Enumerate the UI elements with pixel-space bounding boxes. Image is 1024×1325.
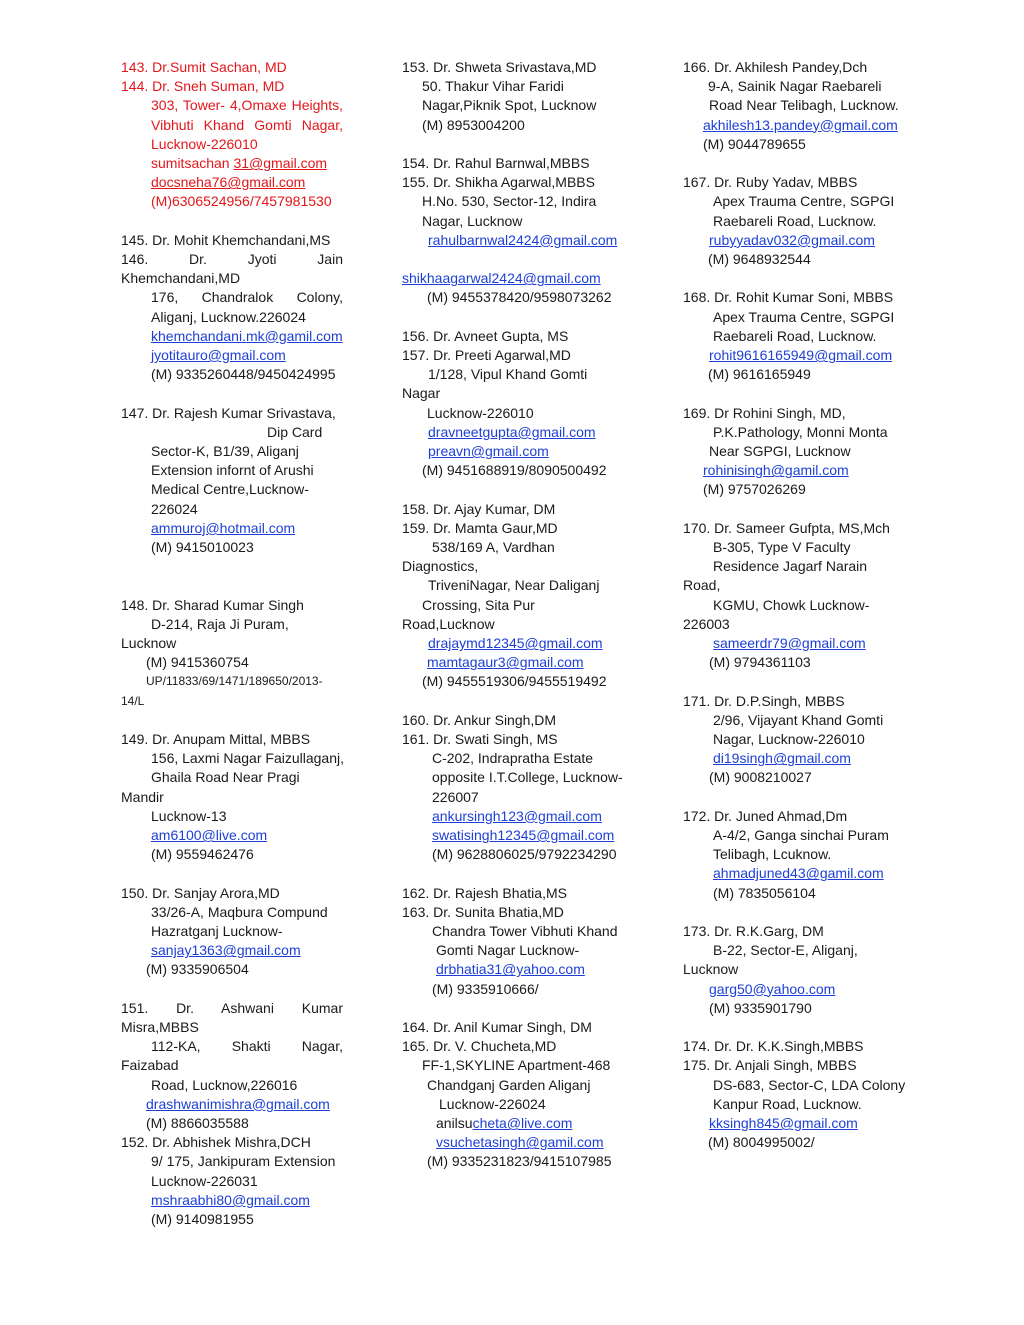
- address-line: 33/26-A, Maqbura Compund: [151, 903, 328, 920]
- address-line: Crossing, Sita Pur: [422, 596, 535, 613]
- address-line: Telibagh, Lcuknow.: [713, 846, 832, 863]
- address-line: TriveniNagar, Near Daliganj: [428, 577, 600, 594]
- address-line: Nagar, Lucknow-226010: [713, 731, 865, 748]
- address-line: Lucknow-13: [151, 807, 227, 824]
- email-link[interactable]: swatisingh12345@gmail.com: [432, 827, 615, 844]
- registration-number-cont: 14/L: [121, 693, 145, 708]
- address-line: Raebareli Road, Lucknow.: [713, 327, 877, 344]
- entry-145: [121, 231, 343, 250]
- entry-163: [402, 903, 624, 999]
- entry-167: [683, 173, 908, 269]
- address-line: H.No. 530, Sector-12, Indira: [422, 193, 597, 210]
- address-line: Chandganj Garden Aliganj: [427, 1076, 591, 1093]
- phone-number: (M) 9628806025/9792234290: [432, 846, 617, 863]
- address-line: Raebareli Road, Lucknow.: [713, 212, 877, 229]
- entry-154: [402, 154, 624, 173]
- degree: Dip Card: [267, 423, 323, 440]
- email-link[interactable]: di19singh@gmail.com: [713, 750, 851, 767]
- doctor-name-cont: Misra,MBBS: [121, 1019, 199, 1036]
- entry-159: [402, 519, 624, 692]
- email-link[interactable]: drashwanimishra@gmail.com: [146, 1095, 330, 1112]
- entry-165: [402, 1037, 624, 1171]
- phone-number: (M) 9335231823/9415107985: [427, 1153, 612, 1170]
- entry-150: [121, 884, 343, 980]
- entry-172: [683, 807, 908, 903]
- entry-174: [683, 1037, 908, 1056]
- email-link[interactable]: cheta@live.com: [472, 1115, 573, 1132]
- entry-144: [121, 77, 343, 211]
- address-line: P.K.Pathology, Monni Monta: [713, 423, 888, 440]
- phone-number: (M) 8004995002/: [708, 1134, 815, 1151]
- entry-156: [402, 327, 624, 346]
- email-link[interactable]: vsuchetasingh@gamil.com: [436, 1134, 604, 1151]
- entry-164: [402, 1018, 624, 1037]
- email-link[interactable]: ammuroj@hotmail.com: [151, 519, 296, 536]
- address-line: 2/96, Vijayant Khand Gomti: [713, 711, 884, 728]
- entry-162: [402, 884, 624, 903]
- email-link[interactable]: khemchandani.mk@gamil.com: [151, 327, 343, 344]
- doctor-name: 174. Dr. Dr. K.K.Singh,MBBS: [683, 1038, 864, 1055]
- address-line: Kanpur Road, Lucknow.: [713, 1095, 862, 1112]
- doctor-name: 143. Dr.Sumit Sachan, MD: [121, 59, 287, 75]
- address-line: Road Near Telibagh, Lucknow.: [709, 97, 899, 114]
- address-line: KGMU, Chowk Lucknow-: [713, 596, 870, 613]
- address-line: 226003: [683, 615, 730, 632]
- address-line: Extension infornt of Arushi: [151, 462, 314, 479]
- directory-column-3: [683, 58, 908, 1172]
- address-line: Diagnostics,: [402, 558, 479, 575]
- email-link[interactable]: rubyyadav032@gmail.com: [709, 231, 875, 248]
- phone-number: (M) 7835056104: [713, 884, 816, 901]
- address-line: DS-683, Sector-C, LDA Colony: [713, 1076, 906, 1093]
- doctor-name: 160. Dr. Ankur Singh,DM: [402, 711, 557, 728]
- doctor-name: 163. Dr. Sunita Bhatia,MD: [402, 903, 564, 920]
- doctor-name: 147. Dr. Rajesh Kumar Srivastava,: [121, 404, 336, 421]
- phone-number: (M) 9008210027: [709, 769, 812, 786]
- doctor-name-cont: Khemchandani,MD: [121, 270, 241, 287]
- phone-number: (M)6306524956/7457981530: [151, 193, 332, 210]
- phone-number: (M) 9415010023: [151, 539, 254, 556]
- entry-152: [121, 1133, 343, 1229]
- entry-170: [683, 519, 908, 673]
- email-text: sumitsachan: [151, 155, 234, 172]
- address-line: 9/ 175, Jankipuram Extension: [151, 1153, 336, 1170]
- address-line: D-214, Raja Ji Puram,: [151, 615, 289, 632]
- address-line: Lucknow-226031: [151, 1172, 258, 1189]
- email-link[interactable]: drajaymd12345@gmail.com: [428, 635, 603, 652]
- address-line: Apex Trauma Centre, SGPGI: [713, 193, 895, 210]
- email-link[interactable]: rahulbarnwal2424@gmail.com: [428, 231, 618, 248]
- doctor-name: 161. Dr. Swati Singh, MS: [402, 731, 558, 748]
- email-link[interactable]: dravneetgupta@gmail.com: [428, 423, 596, 440]
- entry-160: [402, 711, 624, 730]
- address-line: Ghaila Road Near Pragi: [151, 769, 300, 786]
- address-line: Lucknow-226010: [151, 135, 258, 152]
- phone-number: (M) 9455519306/9455519492: [422, 673, 607, 690]
- address-line: Aliganj, Lucknow.226024: [151, 308, 306, 325]
- address-line: Lucknow: [121, 635, 177, 652]
- address-line: 176, Chandralok Colony,: [151, 289, 343, 306]
- phone-number: (M) 9559462476: [151, 846, 254, 863]
- entry-148: [121, 596, 343, 711]
- email-link[interactable]: docsneha76@gmail.com: [151, 174, 306, 191]
- address-line: Chandra Tower Vibhuti Khand: [432, 923, 618, 940]
- doctor-name: 169. Dr Rohini Singh, MD,: [683, 404, 846, 421]
- phone-number: (M) 9794361103: [709, 654, 811, 671]
- address-line: Near SGPGI, Lucknow: [709, 443, 851, 460]
- address-line: 1/128, Vipul Khand Gomti: [428, 366, 588, 383]
- phone-number: (M) 8866035588: [146, 1115, 249, 1132]
- email-link[interactable]: 31@gmail.com: [233, 155, 328, 172]
- entry-168: [683, 288, 908, 384]
- email-link[interactable]: drbhatia31@yahoo.com: [436, 961, 585, 978]
- entry-157: [402, 346, 624, 480]
- email-line: [402, 1114, 624, 1133]
- directory-column-1: [121, 58, 343, 1248]
- email-link[interactable]: mamtagaur3@gmail.com: [427, 654, 584, 671]
- address-line: Medical Centre,Lucknow-: [151, 481, 309, 498]
- address-line: Faizabad: [121, 1057, 179, 1074]
- address-line: Road,Lucknow: [402, 615, 495, 632]
- doctor-name: 165. Dr. V. Chucheta,MD: [402, 1038, 557, 1055]
- phone-number: (M) 9616165949: [708, 366, 811, 383]
- address-line: Apex Trauma Centre, SGPGI: [713, 308, 895, 325]
- email-link[interactable]: sameerdr79@gmail.com: [713, 635, 866, 652]
- entry-146: [121, 250, 343, 384]
- address-line: Lucknow-226010: [427, 404, 534, 421]
- entry-171: [683, 692, 908, 788]
- email-link[interactable]: mshraabhi80@gmail.com: [151, 1191, 310, 1208]
- email-text: anilsu: [436, 1115, 473, 1132]
- doctor-name: 173. Dr. R.K.Garg, DM: [683, 923, 824, 940]
- address-line: Gomti Nagar Lucknow-: [436, 942, 580, 959]
- doctor-name: 172. Dr. Juned Ahmad,Dm: [683, 807, 848, 824]
- phone-number: (M) 9140981955: [151, 1211, 254, 1228]
- spacer: [402, 250, 624, 269]
- doctor-name: 150. Dr. Sanjay Arora,MD: [121, 884, 280, 901]
- address-line: 9-A, Sainik Nagar Raebareli: [708, 78, 882, 95]
- doctor-name: 149. Dr. Anupam Mittal, MBBS: [121, 731, 311, 748]
- address-line: opposite I.T.College, Lucknow-: [432, 769, 623, 786]
- entry-175: [683, 1056, 908, 1152]
- email-link[interactable]: am6100@live.com: [151, 827, 268, 844]
- email-link[interactable]: rohit9616165949@gmail.com: [709, 347, 893, 364]
- doctor-name: 157. Dr. Preeti Agarwal,MD: [402, 347, 571, 364]
- email-link[interactable]: akhilesh13.pandey@gmail.com: [703, 116, 898, 133]
- address-line: C-202, Indrapratha Estate: [432, 750, 594, 767]
- phone-number: (M) 9757026269: [703, 481, 806, 498]
- phone-number: (M) 9335910666/: [432, 980, 539, 997]
- phone-number: (M) 9455378420/9598073262: [427, 289, 612, 306]
- doctor-name: 166. Dr. Akhilesh Pandey,Dch: [683, 59, 868, 75]
- entry-161: [402, 730, 624, 864]
- doctor-name: 162. Dr. Rajesh Bhatia,MS: [402, 884, 567, 901]
- directory-column-2: [402, 58, 624, 1191]
- doctor-name: 158. Dr. Ajay Kumar, DM: [402, 500, 556, 517]
- email-line: [121, 154, 343, 173]
- address-line: 538/169 A, Vardhan: [432, 539, 555, 556]
- entry-147: [121, 404, 343, 558]
- entry-153: [402, 58, 624, 135]
- entry-151: [121, 999, 343, 1133]
- doctor-name: 146. Dr. Jyoti Jain: [121, 251, 343, 268]
- doctor-name: 154. Dr. Rahul Barnwal,MBBS: [402, 155, 590, 171]
- entry-143: [121, 58, 343, 77]
- address-line: Road,: [683, 577, 721, 594]
- address-line: 156, Laxmi Nagar Faizullaganj,: [151, 750, 344, 767]
- address-line: Nagar, Lucknow: [422, 212, 523, 229]
- address-line: 303, Tower- 4,Omaxe Heights,: [151, 97, 343, 114]
- address-line: 226024: [151, 500, 198, 517]
- doctor-name: 159. Dr. Mamta Gaur,MD: [402, 519, 558, 536]
- email-link[interactable]: jyotitauro@gmail.com: [151, 347, 286, 364]
- address-line: 112-KA, Shakti Nagar,: [151, 1038, 343, 1055]
- phone-number: (M) 9415360754: [146, 654, 249, 671]
- entry-155: [402, 173, 624, 307]
- phone-number: (M) 9451688919/8090500492: [422, 462, 607, 479]
- address-line: Mandir: [121, 788, 164, 805]
- address-line: B-22, Sector-E, Aliganj,: [713, 942, 858, 959]
- address-line: Residence Jagarf Narain: [713, 558, 868, 575]
- email-link[interactable]: sanjay1363@gmail.com: [151, 942, 301, 959]
- doctor-name: 156. Dr. Avneet Gupta, MS: [402, 327, 569, 344]
- doctor-name: 170. Dr. Sameer Gufpta, MS,Mch: [683, 519, 890, 536]
- doctor-name: 145. Dr. Mohit Khemchandani,MS: [121, 231, 331, 248]
- address-line: Nagar: [402, 385, 441, 402]
- doctor-name: 151. Dr. Ashwani Kumar: [121, 999, 343, 1016]
- entry-173: [683, 922, 908, 1018]
- email-link[interactable]: preavn@gmail.com: [428, 443, 549, 460]
- doctor-name: 167. Dr. Ruby Yadav, MBBS: [683, 174, 858, 191]
- phone-number: (M) 9648932544: [708, 251, 811, 268]
- address-line: Road, Lucknow,226016: [151, 1076, 298, 1093]
- doctor-name: 155. Dr. Shikha Agarwal,MBBS: [402, 174, 595, 191]
- address-line: Sector-K, B1/39, Aliganj: [151, 443, 299, 460]
- doctor-name: 153. Dr. Shweta Srivastava,MD: [402, 59, 597, 75]
- entry-158: [402, 500, 624, 519]
- address-line: Lucknow-226024: [439, 1095, 546, 1112]
- doctor-name: 148. Dr. Sharad Kumar Singh: [121, 596, 304, 613]
- phone-number: (M) 9335901790: [709, 999, 812, 1016]
- phone-number: (M) 9044789655: [703, 135, 806, 152]
- address-line: Vibhuti Khand Gomti Nagar,: [151, 116, 343, 133]
- doctor-name: 171. Dr. D.P.Singh, MBBS: [683, 692, 845, 709]
- address-line: Lucknow: [683, 961, 739, 978]
- doctor-name: 144. Dr. Sneh Suman, MD: [121, 78, 285, 95]
- address-line: B-305, Type V Faculty: [713, 539, 851, 556]
- address-line: 50. Thakur Vihar Faridi: [422, 78, 564, 95]
- entry-169: [683, 404, 908, 500]
- email-link[interactable]: rohinisingh@gamil.com: [703, 462, 849, 479]
- phone-number: (M) 8953004200: [422, 116, 525, 133]
- entry-166: [683, 58, 908, 154]
- address-line: Nagar,Piknik Spot, Lucknow: [422, 97, 597, 114]
- doctor-name: 152. Dr. Abhishek Mishra,DCH: [121, 1134, 311, 1151]
- phone-number: (M) 9335260448/9450424995: [151, 366, 336, 383]
- entry-149: [121, 730, 343, 864]
- email-link[interactable]: ankursingh123@gmail.com: [432, 807, 602, 824]
- email-link[interactable]: shikhaagarwal2424@gmail.com: [402, 270, 601, 287]
- email-link[interactable]: garg50@yahoo.com: [709, 980, 836, 997]
- phone-number: (M) 9335906504: [146, 961, 249, 978]
- address-line: FF-1,SKYLINE Apartment-468: [422, 1057, 611, 1074]
- doctor-name: 168. Dr. Rohit Kumar Soni, MBBS: [683, 289, 894, 306]
- registration-number: UP/11833/69/1471/189650/2013-: [146, 674, 323, 689]
- doctor-name: 175. Dr. Anjali Singh, MBBS: [683, 1057, 857, 1074]
- email-link[interactable]: ahmadjuned43@gamil.com: [713, 865, 884, 882]
- address-line: Hazratganj Lucknow-: [151, 923, 283, 940]
- email-link[interactable]: kksingh845@gmail.com: [709, 1115, 858, 1132]
- doctor-name: 164. Dr. Anil Kumar Singh, DM: [402, 1019, 592, 1036]
- address-line: 226007: [432, 788, 479, 805]
- address-line: A-4/2, Ganga sinchai Puram: [713, 827, 889, 844]
